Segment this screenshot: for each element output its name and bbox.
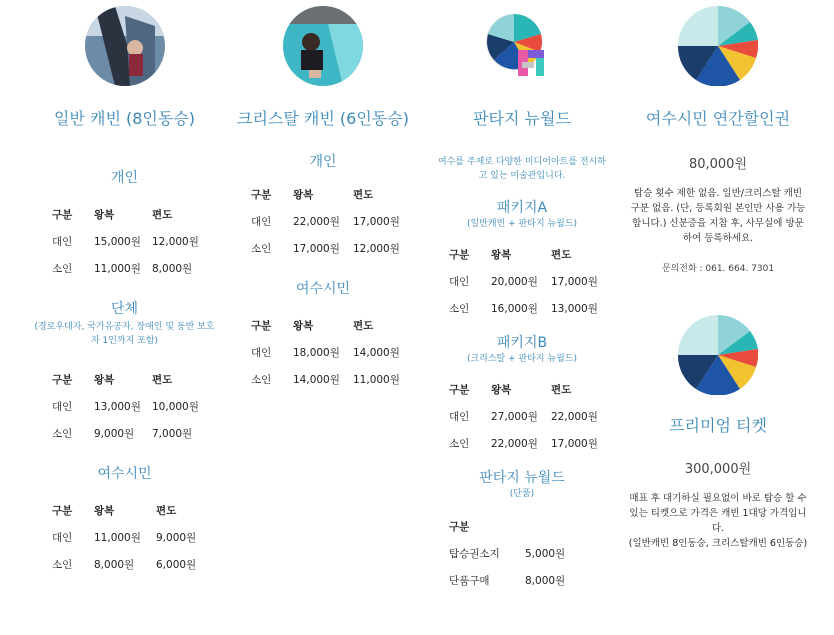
price-table xyxy=(251,312,400,393)
table-row xyxy=(449,295,598,322)
table-cell: 14,000원 xyxy=(293,374,340,386)
table-cell: 18,000원 xyxy=(293,347,340,359)
table-cell: 8,000원 xyxy=(152,263,193,275)
header-cell: 구분 xyxy=(449,249,470,261)
annual-premium-column xyxy=(628,0,808,551)
table-row xyxy=(251,339,400,366)
header-cell: 편도 xyxy=(551,249,572,261)
header-cell: 구분 xyxy=(52,505,73,517)
table-cell: 10,000원 xyxy=(152,401,199,413)
header-cell: 구분 xyxy=(449,521,470,533)
table-row xyxy=(52,420,199,447)
table-cell: 대인 xyxy=(52,236,73,248)
table-cell: 7,000원 xyxy=(152,428,193,440)
header-cell xyxy=(525,513,585,540)
header-cell: 편도 xyxy=(156,505,177,517)
header-cell: 편도 xyxy=(353,189,374,201)
table-cell: 소인 xyxy=(52,559,73,571)
general-cabin-title: 일반 캐빈 (8인동승) xyxy=(53,109,196,128)
section-title: 개인 xyxy=(110,170,139,186)
fantasy-newworld-logo-icon xyxy=(482,10,562,90)
premium-ticket-title: 프리미엄 티켓 xyxy=(669,416,767,435)
crystal-cabin-column xyxy=(228,0,418,393)
table-row xyxy=(52,551,196,578)
table-row xyxy=(52,524,196,551)
section-subtitle: (경로우대자, 국가유공자, 장애인 및 동반 보호자 1인까지 포함) xyxy=(34,322,215,346)
table-row xyxy=(52,255,199,282)
table-cell: 17,000원 xyxy=(551,276,598,288)
color-wheel-icon xyxy=(678,315,758,395)
table-cell: 대인 xyxy=(449,411,470,423)
table-cell: 소인 xyxy=(52,263,73,275)
table-cell: 22,000원 xyxy=(491,438,538,450)
table-cell: 대인 xyxy=(449,276,470,288)
table-row xyxy=(449,403,598,430)
table-cell: 대인 xyxy=(52,532,73,544)
table-cell: 16,000원 xyxy=(491,303,538,315)
table-row xyxy=(449,540,585,567)
section-subtitle: (크리스탈 + 판타지 뉴월드) xyxy=(466,354,578,364)
section-subtitle: (일반캐빈 + 판타지 뉴월드) xyxy=(466,219,578,229)
table-cell: 소인 xyxy=(251,374,272,386)
table-cell: 대인 xyxy=(52,401,73,413)
table-cell: 11,000원 xyxy=(94,532,141,544)
section-title: 여수시민 xyxy=(295,281,351,297)
table-cell: 대인 xyxy=(251,347,272,359)
header-cell: 왕복 xyxy=(491,249,512,261)
price-table xyxy=(449,513,585,594)
table-cell: 22,000원 xyxy=(551,411,598,423)
table-cell: 소인 xyxy=(52,428,73,440)
table-cell: 대인 xyxy=(251,216,272,228)
table-row xyxy=(449,567,585,594)
section-title: 패키지B xyxy=(496,335,548,351)
table-cell: 소인 xyxy=(449,438,470,450)
table-row xyxy=(52,393,199,420)
header-cell: 편도 xyxy=(152,374,173,386)
fantasy-newworld-description: 여수를 주제로 다양한 미디어아트를 전시하고 있는 미술관입니다. xyxy=(438,157,606,181)
price-table xyxy=(52,201,199,282)
table-cell: 15,000원 xyxy=(94,236,141,248)
section-title: 단체 xyxy=(110,301,139,317)
price-table xyxy=(449,376,598,457)
table-cell: 17,000원 xyxy=(293,243,340,255)
table-cell: 12,000원 xyxy=(152,236,199,248)
price-table xyxy=(52,497,196,578)
table-row xyxy=(251,208,400,235)
header-cell: 왕복 xyxy=(293,189,314,201)
table-cell: 9,000원 xyxy=(156,532,197,544)
annual-pass-description: 탑승 횟수 제한 없음. 일반/크리스탈 캐빈 구분 없음. (단, 등록회원 본인만 사용 가능합니다.) 신분증을 지참 후, 사무실에 방문하여 등록하세요. xyxy=(630,188,806,244)
table-cell: 13,000원 xyxy=(551,303,598,315)
header-cell: 편도 xyxy=(551,384,572,396)
header-cell: 왕복 xyxy=(94,209,115,221)
crystal-cabin-title: 크리스탈 캐빈 (6인동승) xyxy=(237,109,409,128)
header-cell: 편도 xyxy=(152,209,173,221)
table-cell: 8,000원 xyxy=(94,559,135,571)
header-cell: 구분 xyxy=(52,209,73,221)
premium-ticket-price: 300,000원 xyxy=(684,462,752,477)
table-cell: 6,000원 xyxy=(156,559,197,571)
table-cell: 17,000원 xyxy=(353,216,400,228)
price-table xyxy=(251,181,400,262)
table-cell: 11,000원 xyxy=(94,263,141,275)
premium-ticket-note: (일반캐빈 8인동승, 크리스탈캐빈 6인동승) xyxy=(628,538,808,549)
price-table xyxy=(52,366,199,447)
header-cell: 구분 xyxy=(251,189,272,201)
header-cell: 왕복 xyxy=(293,320,314,332)
contact-phone: 문의전화 : 061. 664. 7301 xyxy=(661,264,775,274)
annual-pass-price: 80,000원 xyxy=(688,157,748,172)
annual-pass-title: 여수시민 연간할인권 xyxy=(645,109,791,128)
table-cell: 소인 xyxy=(449,303,470,315)
premium-ticket-description: 매표 후 대기하실 필요없이 바로 탑승 할 수 있는 티켓으로 가격은 캐빈 1대당 가격입니다. xyxy=(629,493,807,534)
table-cell: 27,000원 xyxy=(491,411,538,423)
table-row xyxy=(251,235,400,262)
header-cell: 왕복 xyxy=(94,505,115,517)
section-title: 패키지A xyxy=(496,200,548,216)
price-table xyxy=(449,241,598,322)
header-cell: 구분 xyxy=(52,374,73,386)
fantasy-newworld-column xyxy=(432,0,612,594)
table-cell: 22,000원 xyxy=(293,216,340,228)
table-cell: 9,000원 xyxy=(94,428,135,440)
table-cell: 단품구매 xyxy=(449,575,490,587)
table-cell: 20,000원 xyxy=(491,276,538,288)
header-cell: 왕복 xyxy=(491,384,512,396)
table-row xyxy=(251,366,400,393)
table-cell: 탑승권소지 xyxy=(449,548,500,560)
section-title: 개인 xyxy=(309,154,337,170)
cabin-photo-icon xyxy=(85,6,165,86)
table-cell: 5,000원 xyxy=(525,548,566,560)
section-title: 여수시민 xyxy=(97,466,152,482)
table-cell: 14,000원 xyxy=(353,347,400,359)
section-title: 판타지 뉴월드 xyxy=(479,470,565,486)
color-wheel-icon xyxy=(678,6,758,86)
header-cell: 왕복 xyxy=(94,374,115,386)
table-cell: 12,000원 xyxy=(353,243,400,255)
table-row xyxy=(449,268,598,295)
general-cabin-column xyxy=(27,0,222,578)
table-cell: 8,000원 xyxy=(525,575,566,587)
table-cell: 13,000원 xyxy=(94,401,141,413)
header-cell: 구분 xyxy=(449,384,470,396)
table-cell: 17,000원 xyxy=(551,438,598,450)
section-subtitle: (단품) xyxy=(509,489,535,499)
table-cell: 11,000원 xyxy=(353,374,400,386)
table-row xyxy=(52,228,199,255)
table-row xyxy=(449,430,598,457)
crystal-cabin-photo-icon xyxy=(283,6,363,86)
header-cell: 구분 xyxy=(251,320,272,332)
table-cell: 소인 xyxy=(251,243,272,255)
fantasy-newworld-title: 판타지 뉴월드 xyxy=(473,109,571,128)
header-cell: 편도 xyxy=(353,320,374,332)
